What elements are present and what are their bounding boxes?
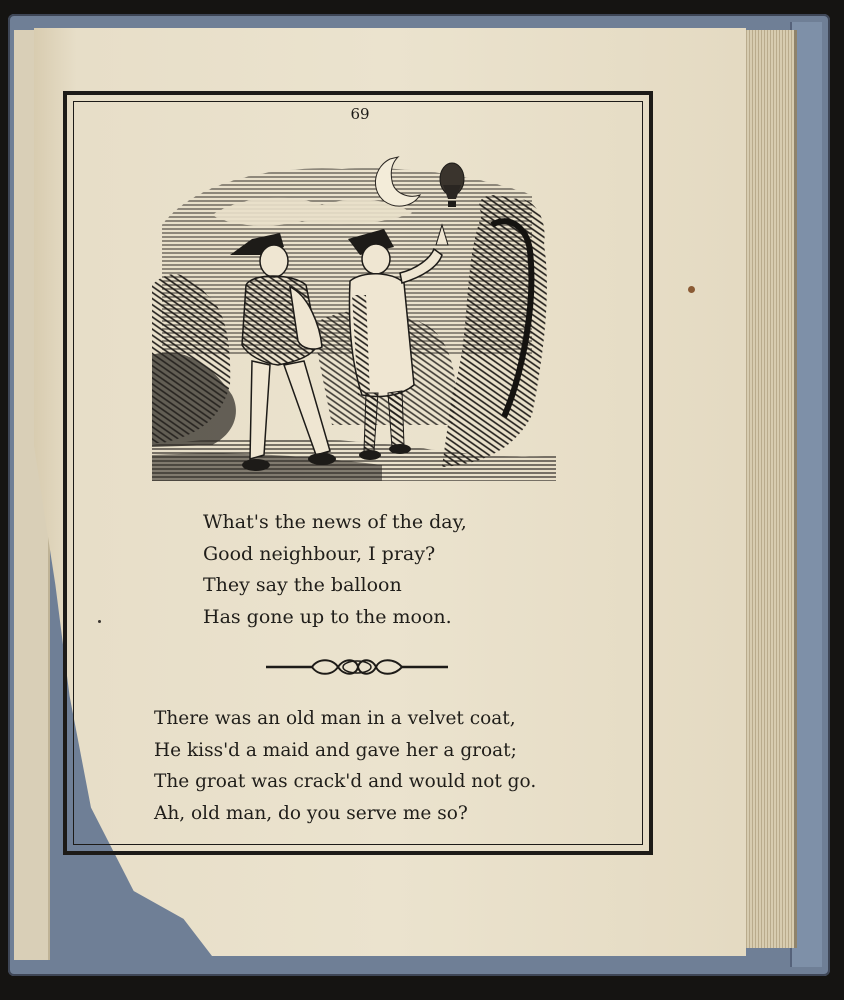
verse-line: They say the balloon bbox=[203, 574, 402, 596]
verse-two bbox=[154, 703, 536, 829]
verse-line: There was an old man in a velvet coat, bbox=[154, 708, 516, 729]
verse-line: Has gone up to the moon. bbox=[203, 605, 452, 628]
verse-line: He kiss'd a maid and gave her a groat; bbox=[154, 739, 517, 761]
verse-line: Ah, old man, do you serve me so? bbox=[154, 802, 468, 824]
scroll-flourish-icon bbox=[266, 656, 448, 678]
verse-line: What's the news of the day, bbox=[203, 511, 467, 533]
page-block-edge bbox=[744, 30, 797, 948]
paper-speck bbox=[98, 620, 101, 623]
verse-line: Good neighbour, I pray? bbox=[203, 542, 436, 565]
woodcut-two-men-balloon-moon-icon bbox=[152, 155, 556, 481]
verse-one bbox=[203, 507, 467, 633]
verse-line: The groat was crack'd and would not go. bbox=[154, 771, 537, 792]
paper-speck bbox=[688, 286, 695, 293]
page-number: 69 bbox=[350, 105, 370, 123]
